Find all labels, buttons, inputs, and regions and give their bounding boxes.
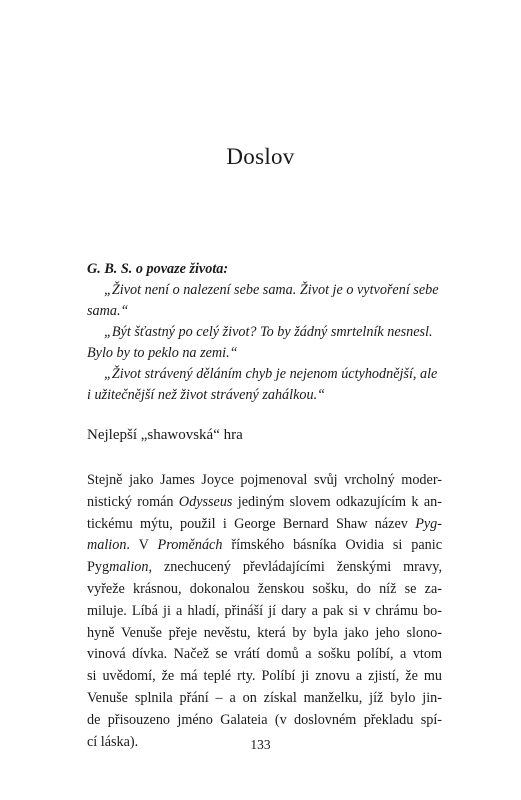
chapter-title: Doslov [226,144,295,169]
body-line: Stejně jako James Joyce pojmenoval svůj vrcholný moder- [87,472,442,488]
body-line: vyřeže krásnou, dokonalou ženskou sošku, do níž se za- [87,580,442,597]
epigraph-quote-line: i užitečnější než život strávený zahálkou.“ [87,387,326,403]
epigraph-quote [87,322,459,364]
body-line: si uvědomí, že má teplé rty. Políbí ji znovu a zjistí, že mu [87,668,442,685]
epigraph-quote-line: „Život není o nalezení sebe sama. Život je o vytvoření sebe [104,282,439,298]
body-line: malion. V Proměnách římského básníka Ovidia si panic [87,537,442,554]
epigraph-lead: G. B. S. o povaze života: [87,261,229,277]
body-line: de přisouzeno jméno Galateia (v doslovném překladu spí- [87,711,442,728]
body-line: hyně Venuše přeje nevěstu, která by byla jako jeho slono- [87,624,442,641]
body-line: cí láska). [87,733,139,750]
epigraph-quote [87,280,459,322]
body-line: Venuše splnila přání – a on získal manželku, jíž bylo jin- [87,689,442,706]
epigraph-quote-line: Bylo by to peklo na zemi.“ [87,345,238,361]
body-paragraph [87,470,442,753]
epigraph [87,259,459,406]
body-line: tickému mýtu, použil i George Bernard Shaw název Pyg- [87,515,442,532]
epigraph-quote [87,364,459,406]
epigraph-quote-line: „Být šťastný po celý život? To by žádný smrtelník nesnesl. [104,324,433,340]
epigraph-quote-line: „Život strávený děláním chyb je nejenom úctyhodnější, ale [104,366,438,382]
body-line: nistický román Odysseus jediným slovem odkazujícím k an- [87,493,442,510]
page-number: 133 [250,737,271,752]
body-line: Pygmalion, znechucený převládajícími ženskými mravy, [87,559,442,576]
body-line: vinová dívka. Načež se vrátí domů a sošku políbí, a vtom [87,646,442,663]
epigraph-quote-line: sama.“ [87,303,129,319]
body-line: miluje. Líbá ji a hladí, přináší jí dary a pak si v chrámu bo- [87,602,442,619]
section-heading: Nejlepší „shawovská“ hra [87,427,243,443]
